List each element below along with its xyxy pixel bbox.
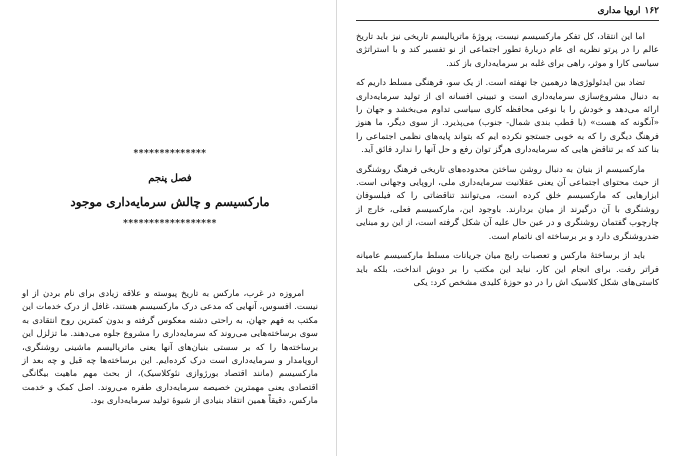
body-paragraph: تضاد بین ایدئولوژی‌ها درهمین جا نهفته است. از یک سو، فرهنگی مسلط داریم که به دنبال مشروع‌سازی سرمایه‌داری است و تبیینی افسانه ای از تولید سرمایه‌داری ارائه می‌دهد و خودش را با نوعی محافظه کاری سیاسی تداوم می‌بخشد و جهان را «آنگونه که هست» (با قطب بندی شمال- جنوب) می‌پذیرد. از سوی دیگر، ما هنوز فرهنگ دیگری را که به خوبی جستجو نکرده ایم که بتواند پایه‌های نظمی اجتماعی را بنا کند که بر تناقض هایی که سرمایه‌داری هرگز توان رفع و حل آنها را ندارد فائق آید.: [356, 78, 659, 156]
left-page-body: [22, 288, 318, 409]
right-page: [338, 0, 675, 456]
chapter-label: فصل پنجم: [148, 173, 192, 184]
left-page: [0, 0, 337, 456]
right-page-body: [356, 31, 659, 290]
ornament-stars-top: **************: [133, 149, 207, 159]
running-header: [356, 4, 659, 21]
running-title: اروپا مداری: [597, 6, 641, 16]
ornament-stars-bottom: ******************: [123, 219, 217, 229]
body-paragraph: اما این انتقاد، کل تفکر مارکسیسم نیست، پروژهٔ ماتریالیسم تاریخی نیز باید تاریخ عالم را در پرتو نظریه ای عام دربارهٔ تطور اجتماعی از نو تفسیر کند و با استراتژی سیاسی کارا و موثر، راهی برای غلبه بر سرمایه‌داری باز کند.: [356, 32, 659, 69]
chapter-title: مارکسیسم و چالش سرمایه‌داری موجود: [70, 195, 270, 209]
body-paragraph: امروزه در غرب، مارکس به تاریخ پیوسته و علاقه زیادی برای نام بردن از او نیست. افسوس، آنهایی که مدعی درک مارکسیسم هستند، غافل از درک خدمات این مکتب به فهم جهان، به راحتی دشنه معکوس گرفته و بدون کمترین روح انتقادی به سوی برساخته‌هایی می‌روند که سرمایه‌داری را مشروع جلوه می‌دهند. ما تزلزل این برساخته‌ها را که بر سستی بنیان‌های آنها یعنی ماتریالیسم ماشینی روشنگری، اروپامدار و سرمایه‌داری است درک کرده‌ایم. این برساخته‌ها چه قبل و چه بعد از مارکسیسم (مانند اقتصاد بورژوازی نئوکلاسیک)، از بحث مهم ماهیت بیگانگی اقتصادی یعنی مهمترین خصیصه سرمایه‌داری طفره می‌روند. اصل کمک و خدمت مارکس، دقیقاً همین انتقاد بنیادی از شیوهٔ تولید سرمایه‌داری بود.: [22, 289, 318, 407]
page-number: ۱۶۲: [644, 6, 659, 16]
body-paragraph: باید از برساختهٔ مارکس و تعصبات رایج میان جریانات مسلط مارکسیسم عامیانه فراتر رفت. برای انجام این کار، نباید این مکتب را بر دوش انداخت، بلکه باید کاستی‌های شکل کلاسیک اش را در دو حوزهٔ کلیدی مشخص کرد: یکی: [356, 251, 659, 288]
body-paragraph: مارکسیسم از بنیان به دنبال روشن ساختن محدوده‌های تاریخی فرهنگ روشنگری از حیث محتوای اجتماعی آن یعنی عقلانیت سرمایه‌داری ملی، اروپایی وجهانی است. ابزارهایی که مارکسیسم خلق کرده است، می‌توانند تناقضاتی را که فیلسوفان روشنگری با آن درگیرند از میان بردارند. باوجود این، مارکسیسم فعلی، خارج از چارچوب گفتمان روشنگری و در عین حال علیه آن شکل گرفته است، از این رو مبنایی ضدروشنگری دارد و بر برساخته ای ناتمام است.: [356, 164, 659, 242]
